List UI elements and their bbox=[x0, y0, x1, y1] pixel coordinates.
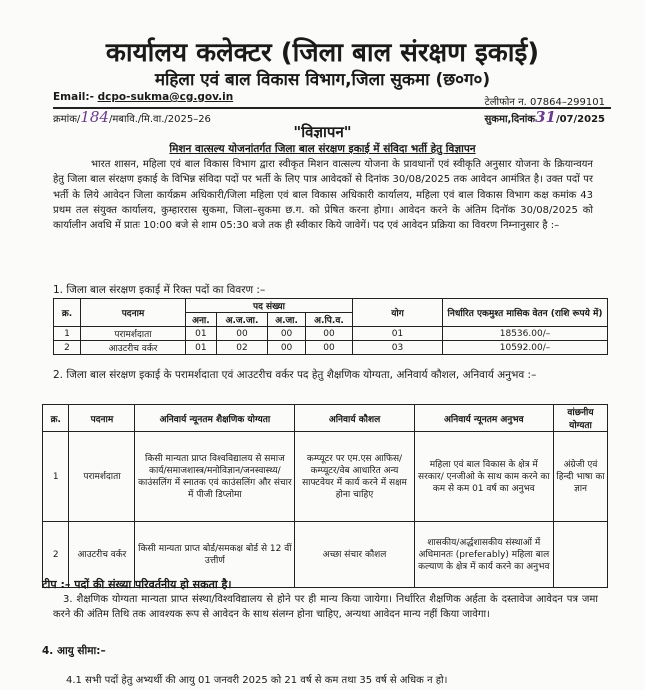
reference-number: क्रमांक/184/मबावि./मि.वा./2025–26 bbox=[53, 108, 211, 126]
col-count: पद संख्या bbox=[186, 299, 353, 313]
handwritten-day: 31 bbox=[535, 108, 556, 126]
col-post: पदनाम bbox=[81, 299, 186, 327]
handwritten-number: 184 bbox=[80, 108, 109, 126]
col-no: क्र. bbox=[54, 299, 81, 327]
col-salary: निर्धारित एकमुश्त मासिक वेतन (राशि रूपये में) bbox=[443, 299, 608, 327]
section4-heading: 4. आयु सीमा:– bbox=[42, 645, 106, 657]
office-title: कार्यालय कलेक्टर (जिला बाल संरक्षण इकाई) bbox=[105, 38, 540, 68]
col-total: योग bbox=[353, 299, 443, 327]
phone-number: टेलीफोन न. 07864–299101 bbox=[484, 97, 605, 108]
table-row: 2 आउटरीच वर्कर 01 02 00 00 03 10592.00/– bbox=[54, 341, 608, 355]
notice-heading: "विज्ञापन" bbox=[293, 123, 352, 141]
col-sc: अ.जा. bbox=[268, 313, 306, 327]
section2-heading: 2. जिला बाल संरक्षण इकाई के परामर्शदाता एवं आउटरीच वर्कर पद हेतु शैक्षणिक योग्यता, अनिवार्य कौशल, अनिवार्य अनुभव :– bbox=[53, 369, 537, 381]
vacancy-table bbox=[53, 298, 608, 355]
note: टीप :– पदों की संख्या परिवर्तनीय हो सकता है। bbox=[42, 578, 232, 591]
table-row: 1 परामर्शदाता किसी मान्यता प्राप्त विश्वविद्यालय से समाज कार्य/समाजशास्त्र/मनोविज्ञान/जनस्वास्थ्य/ काउंसलिंग में स्नातक एवं काउंसलिंग और संचार में पीजी डिप्लोमा कम्प्यूटर पर एम.एस आफिस/कम्प्यूटर/वेब आधारित अन्य साफ्टवेयर में कार्य करने में सक्षम होना चाहिए महिला एवं बाल विकास के क्षेत्र में सरकार/ एनजीओ के साथ काम करने का कम से कम 01 वर्ष का अनुभव अंग्रेजी एवं हिन्दी भाषा का ज्ञान bbox=[43, 432, 608, 522]
eligibility-table: क्र. पदनाम अनिवार्य न्यूनतम शैक्षणिक योग्यता अनिवार्य कौशल अनिवार्य न्यूनतम अनुभव वांछनीय योग्यता 1 परामर्शदाता किसी मान्यता प्राप्त विश्वविद्यालय से समाज कार्य/समाजशास्त्र/मनोविज्ञान/जनस्वास्थ्य/ काउंसलिंग में स्नातक एवं काउंसलिंग और संचार में पीजी डिप्लोमा कम्प्यूटर पर एम.एस आफिस/कम्प्यूटर/वेब आधारित अन्य साफ्टवेयर में कार्य करने में सक्षम होना चाहिए महिला एवं बाल विकास के क्षेत्र में सरकार/ एनजीओ के साथ काम करने का कम से कम 01 वर्ष का अनुभव अंग्रेजी एवं हिन्दी भाषा का ज्ञान 2 आउटरीच वर्कर किसी मान्यता प्राप्त बोर्ड/समकक्ष बोर्ड से 12 वीं उत्तीर्ण अच्छा संचार कौशल शासकीय/अर्द्धशासकीय संस्थाओं में अधिमानतः (preferably) महिला बाल कल्याण के क्षेत्र में कार्य करने का अनुभव bbox=[42, 404, 608, 588]
section1-heading: 1. जिला बाल संरक्षण इकाई में रिक्त पदों का विवरण :– bbox=[53, 284, 266, 296]
table-row: 1 परामर्शदाता 01 00 00 00 01 18536.00/– bbox=[54, 327, 608, 341]
department-subtitle: महिला एवं बाल विकास विभाग,जिला सुकमा (छ०ग०) bbox=[154, 70, 491, 90]
email-line bbox=[53, 91, 233, 103]
col-unreserved: अना. bbox=[186, 313, 217, 327]
col-obc: अ.पि.व. bbox=[305, 313, 352, 327]
email-label: Email:- bbox=[53, 91, 94, 103]
notice-subheading: मिशन वात्सल्य योजनांतर्गत जिला बाल संरक्षण इकाई में संविदा भर्ती हेतु विज्ञापन bbox=[169, 143, 476, 155]
section3: 3. शैक्षणिक योग्यता मान्यता प्राप्त संस्था/विश्वविद्यालय से होने पर ही मान्य किया जायेगा। निर्धारित शैक्षणिक अर्हता के दस्तावेज आवेदन पत्र जमा करने की अंतिम तिथि तक आवश्यक रूप से आवेदन के साथ संलग्न होना चाहिए, अन्यथा आवेदन मान्य नहीं किया जावेगा। bbox=[53, 594, 598, 620]
table-row: 2 आउटरीच वर्कर किसी मान्यता प्राप्त बोर्ड/समकक्ष बोर्ड से 12 वीं उत्तीर्ण अच्छा संचार कौशल शासकीय/अर्द्धशासकीय संस्थाओं में अधिमानतः (preferably) महिला बाल कल्याण के क्षेत्र में कार्य करने का अनुभव bbox=[43, 522, 608, 588]
section4-point1: 4.1 सभी पदों हेतु अभ्यर्थी की आयु 01 जनवरी 2025 को 21 वर्ष से कम तथा 35 वर्ष से अधिक न हो। bbox=[66, 675, 448, 686]
issue-date: सुकमा,दिनांक31/07/2025 bbox=[484, 108, 605, 126]
notice-body: भारत शासन, महिला एवं बाल विकास विभाग द्वारा स्वीकृत मिशन वात्सल्य योजना के प्रावधानों एवं स्वीकृति अनुसार योजना के क्रियान्वयन हेतु जिला बाल संरक्षण इकाई के विभिन्न संविदा पदों पर भर्ती के लिए पात्र आवेदकों से दिनांक 30/08/2025 तक आवेदन आमंत्रित है। उक्त पदों पर भर्ती के लिये आवेदन जिला कार्यक्रम अधिकारी/जिला महिला एवं बाल विकास अधिकारी कार्यालय, महिला एवं बाल विकास विभाग कक्ष कमांक 43 प्रथम तल संयुक्त कार्यालय, कुम्हाररास सुकमा, जिला–सुकमा छ.ग. को प्रेषित करना होगा। आवेदन करने के अंतिम दिनॉक 30/08/2025 को कार्यालीन अवधि में प्रातः 10:00 बजे से शाम 05:30 बजे तक ही स्वीकार किये जावेगें। पद एवं आवेदन प्रक्रिया का विवरण निम्नानुसार है :– bbox=[53, 159, 593, 232]
email-address[interactable]: dcpo-sukma@cg.gov.in bbox=[97, 91, 234, 103]
col-st: अ.ज.जा. bbox=[216, 313, 267, 327]
